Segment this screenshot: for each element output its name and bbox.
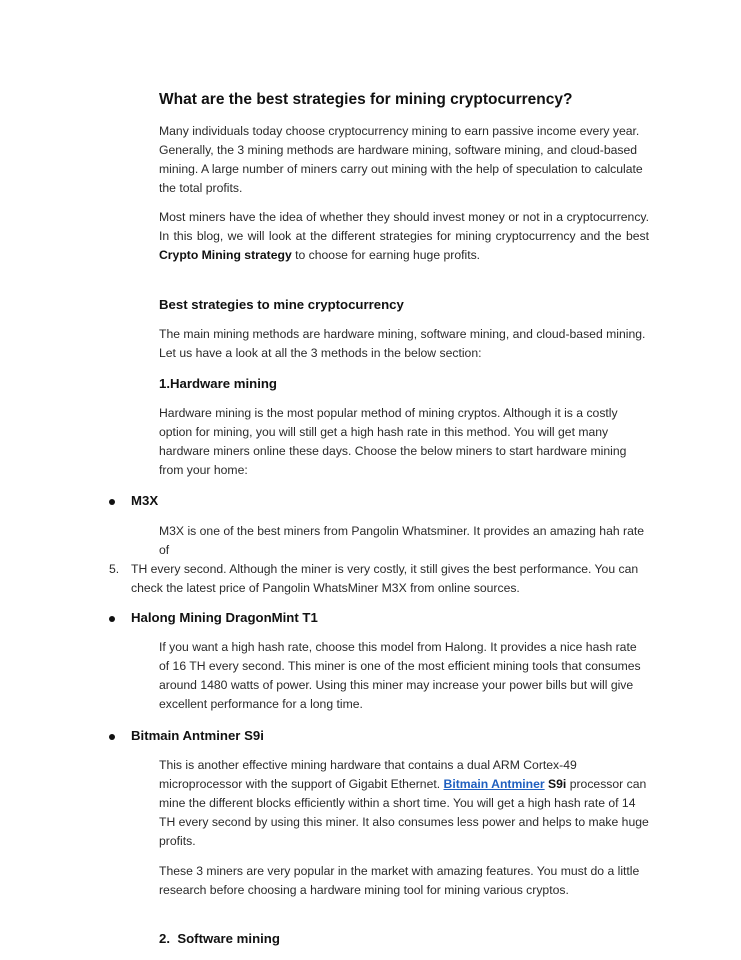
page-title: What are the best strategies for mining cryptocurrency? — [159, 91, 573, 108]
list-number: 5. — [109, 562, 120, 576]
numbered-item-text: TH every second. Although the miner is very costly, it still gives the best performance. You can check the latest price of Pangolin WhatsMiner M3X from online sources. — [131, 562, 639, 595]
software-mining-heading: 2. Software mining — [159, 931, 280, 946]
hardware-mining-paragraph: Hardware mining is the most popular method of mining cryptos. Although it is a costly option for mining, you will still get a high hash rate in this method. You will get many hardware miners online these days. Choose the below miners to start hardware mining from your home: — [159, 406, 627, 477]
bitmain-paragraph — [159, 756, 649, 851]
bitmain-antminer-link[interactable]: Bitmain Antminer — [443, 777, 545, 791]
bitmain-model-bold: S9i — [544, 777, 567, 791]
closing-paragraph: These 3 miners are very popular in the market with amazing features. You must do a little research before choosing a hardware mining tool for mining various cryptos. — [159, 864, 640, 897]
bullet-dot-icon — [109, 499, 115, 505]
bullet-m3x-label: M3X — [131, 493, 159, 508]
intro-p2-start: Most miners have the idea of whether they should invest money or not in a cryptocurrency. In this blog, we will look at the different strategies for mining cryptocurrency and the best — [159, 210, 649, 243]
intro-paragraph-1: Many individuals today choose cryptocurrency mining to earn passive income every year. Generally, the 3 mining methods are hardware mining, software mining, and cloud-based mining. A large number of miners carry out mining with the help of speculation to calculate the total profits. — [159, 124, 643, 195]
bullet-bitmain-label: Bitmain Antminer S9i — [131, 728, 264, 743]
bullet-halong-label: Halong Mining DragonMint T1 — [131, 610, 318, 625]
intro-p2-bold: Crypto Mining strategy — [159, 248, 292, 262]
halong-paragraph: If you want a high hash rate, choose this model from Halong. It provides a nice hash rate of 16 TH every second. This miner is one of the most efficient mining tools that consumes around 1480 watts of power. Using this miner may increase your power bills but will give excellent performance for a long time. — [159, 640, 641, 711]
bullet-dot-icon — [109, 616, 115, 622]
intro-p2-end: to choose for earning huge profits. — [291, 248, 481, 262]
hardware-mining-heading: 1.Hardware mining — [159, 376, 277, 391]
bullet-dot-icon — [109, 734, 115, 740]
bitmain-text-start: This is another effective mining hardware that contains a dual ARM Cortex-49 microprocessor with the support of Gigabit Ethernet. — [159, 758, 577, 791]
strategies-paragraph: The main mining methods are hardware mining, software mining, and cloud-based mining. Let us have a look at all the 3 methods in the below section: — [159, 327, 646, 360]
m3x-paragraph: M3X is one of the best miners from Pangolin Whatsminer. It provides an amazing hah rate of — [159, 524, 645, 557]
strategies-heading: Best strategies to mine cryptocurrency — [159, 297, 404, 312]
bitmain-text-end: processor can mine the different blocks efficiently within a short time. You will get a high hash rate of 14 TH every second by using this miner. It also consumes less power and helps to make huge profits. — [159, 777, 649, 848]
intro-paragraph-2 — [159, 208, 649, 265]
